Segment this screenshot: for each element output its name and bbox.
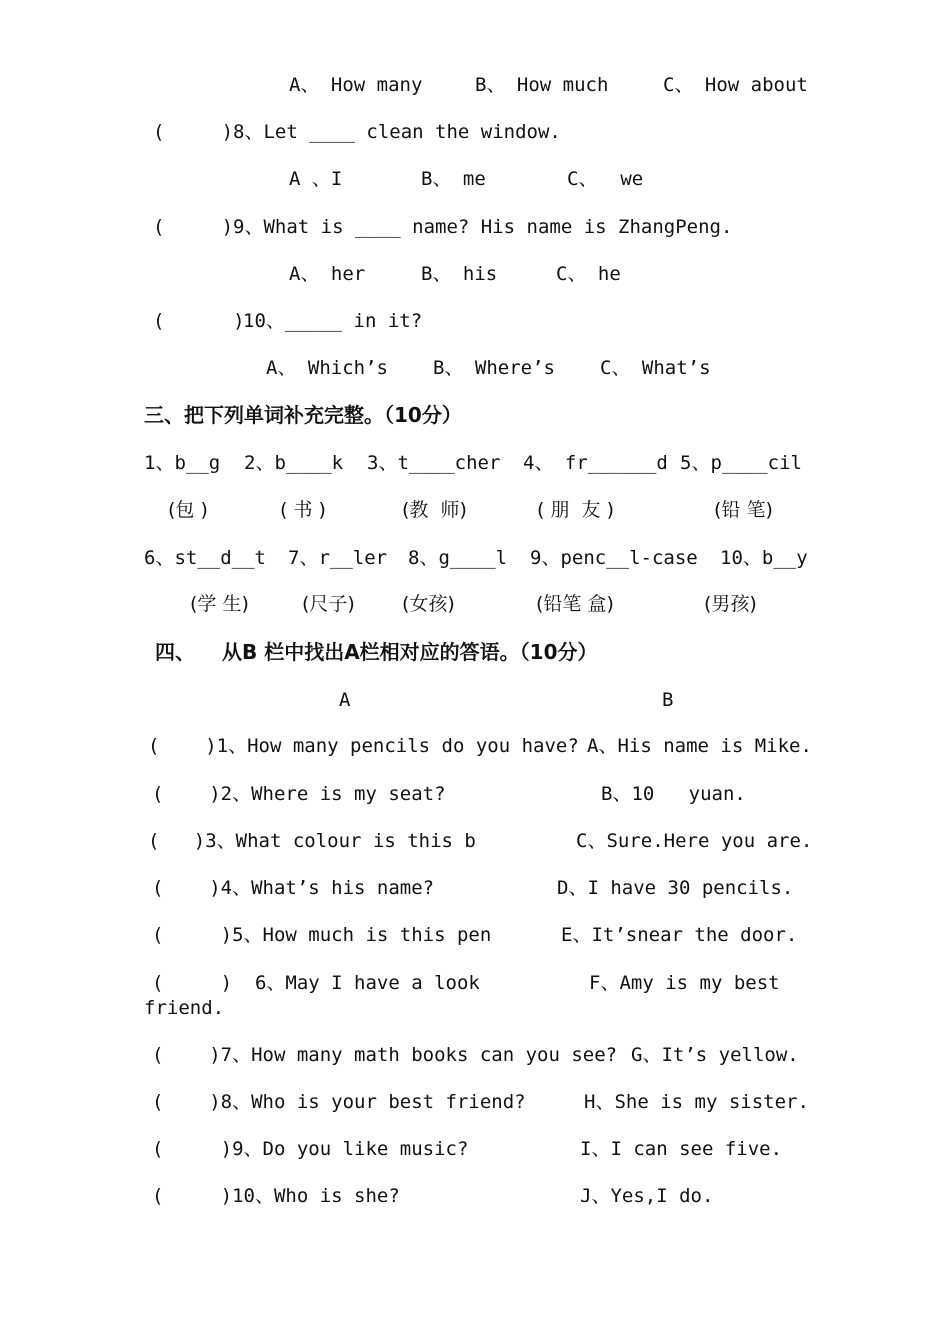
q8-option-c: C、 we (567, 168, 644, 190)
q10-text: 10、_____ in it? (243, 310, 423, 332)
q7-option-a: A、 How many (289, 74, 423, 96)
fill-word-1: 1、b__g (144, 452, 221, 474)
match-answer-6: F、Amy is my best (589, 972, 780, 994)
match-question-10: ( )10、Who is she? (152, 1185, 400, 1207)
match-question-1: ( )1、How many pencils do you have? (148, 735, 579, 757)
fill-word-10: 10、b__y (720, 547, 808, 569)
match-question-3: ( )3、What colour is this b (148, 830, 476, 852)
match-answer-3: C、Sure.Here you are. (576, 830, 813, 852)
match-answer-2: B、10 yuan. (601, 783, 746, 805)
q10-option-c: C、 What’s (600, 357, 711, 379)
fill-word-2: 2、b____k (244, 452, 344, 474)
fill-hint-10: (男孩) (704, 593, 757, 615)
match-answer-4: D、I have 30 pencils. (557, 877, 794, 899)
fill-hint-9: (铅笔 盒) (536, 593, 614, 615)
fill-word-8: 8、g____l (408, 547, 508, 569)
match-answer-7: G、It’s yellow. (631, 1044, 799, 1066)
column-b-label: B (662, 689, 674, 711)
fill-hint-7: (尺子) (302, 593, 355, 615)
fill-word-9: 9、penc__l-case (530, 547, 698, 569)
match-answer-10: J、Yes,I do. (580, 1185, 714, 1207)
section3-heading: 三、把下列单词补充完整。（10分） (144, 403, 462, 427)
q7-option-c: C、 How about (663, 74, 808, 96)
fill-word-7: 7、r__ler (288, 547, 388, 569)
q10-option-b: B、 Where’s (433, 357, 555, 379)
q10-option-a: A、 Which’s (266, 357, 388, 379)
q9-text: 9、What is ____ name? His name is ZhangPeng. (233, 216, 733, 238)
match-answer-6-wrap: friend. (144, 997, 225, 1019)
section4-heading: 从B 栏中找出A栏相对应的答语。（10分） (222, 640, 598, 664)
fill-word-4: 4、 fr______d (523, 452, 668, 474)
fill-hint-1: (包 ) (168, 499, 208, 521)
q8-text: 8、Let ____ clean the window. (233, 121, 561, 143)
fill-word-3: 3、t____cher (367, 452, 501, 474)
column-a-label: A (339, 689, 351, 711)
q8-paren: ( ) (153, 121, 234, 143)
fill-hint-3: (教 师) (402, 499, 467, 521)
fill-hint-2: ( 书 ) (280, 499, 326, 521)
fill-hint-4: ( 朋 友 ) (537, 499, 614, 521)
match-answer-5: E、It’snear the door. (561, 924, 798, 946)
q9-option-c: C、 he (556, 263, 621, 285)
match-answer-1: A、His name is Mike. (587, 735, 812, 757)
match-question-6: ( ) 6、May I have a look (152, 972, 480, 994)
q7-option-b: B、 How much (475, 74, 609, 96)
match-answer-8: H、She is my sister. (584, 1091, 809, 1113)
fill-word-6: 6、st__d__t (144, 547, 266, 569)
fill-word-5: 5、p____cil (680, 452, 802, 474)
fill-hint-6: (学 生) (190, 593, 249, 615)
match-answer-9: I、I can see five. (580, 1138, 783, 1160)
match-question-9: ( )9、Do you like music? (152, 1138, 469, 1160)
q8-option-b: B、 me (421, 168, 486, 190)
fill-hint-5: (铅 笔) (714, 499, 773, 521)
match-question-5: ( )5、How much is this pen (152, 924, 492, 946)
q9-paren: ( ) (153, 216, 234, 238)
q9-option-a: A、 her (289, 263, 366, 285)
match-question-7: ( )7、How many math books can you see? (152, 1044, 618, 1066)
match-question-4: ( )4、What’s his name? (152, 877, 435, 899)
section4-heading-num: 四、 (155, 640, 195, 664)
q9-option-b: B、 his (421, 263, 498, 285)
fill-hint-8: (女孩) (402, 593, 455, 615)
q10-paren: ( ) (153, 310, 245, 332)
match-question-8: ( )8、Who is your best friend? (152, 1091, 526, 1113)
match-question-2: ( )2、Where is my seat? (152, 783, 446, 805)
q8-option-a: A 、I (289, 168, 343, 190)
